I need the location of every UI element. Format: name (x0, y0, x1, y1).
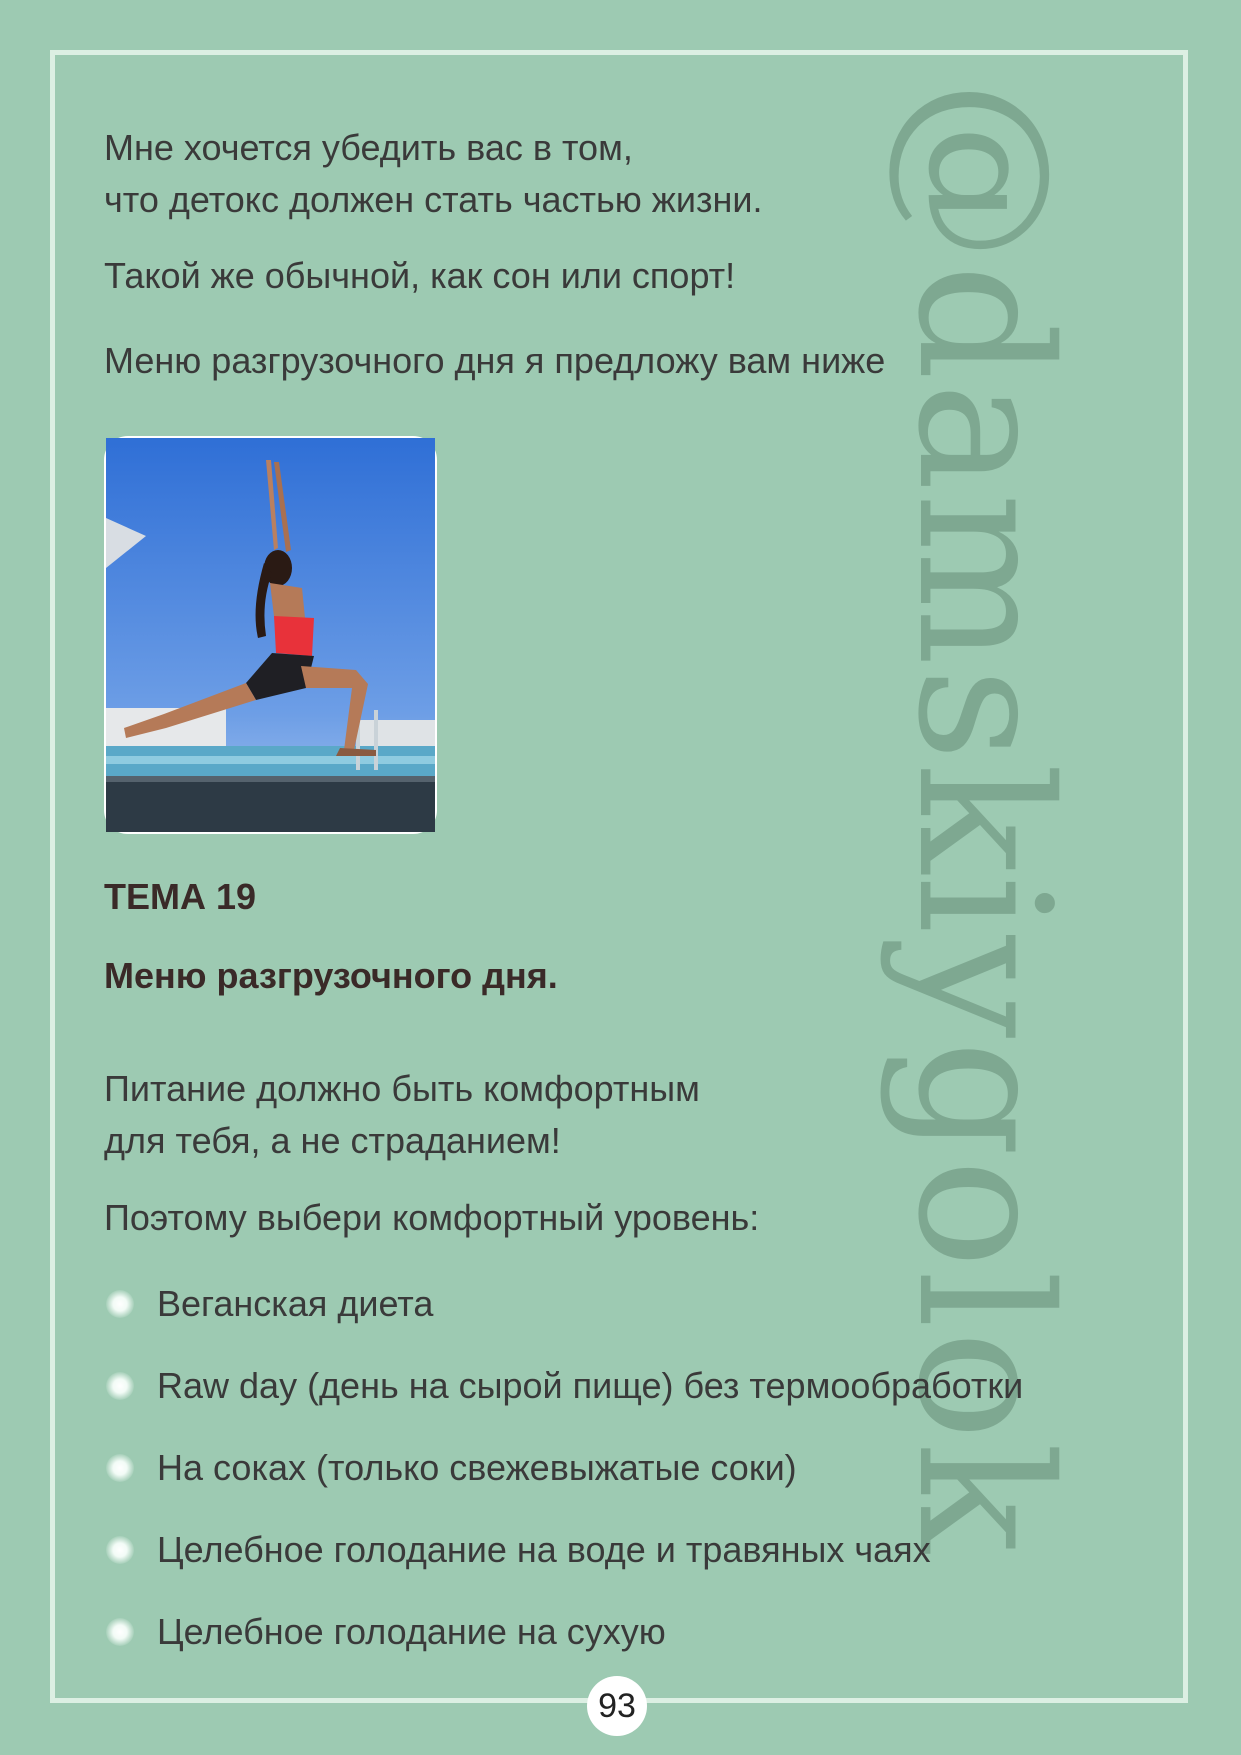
bullet-icon (106, 1618, 134, 1646)
intro-line-4: Меню разгрузочного дня я предложу вам ниже (104, 340, 886, 381)
body-line-1: Питание должно быть комфортным (104, 1068, 700, 1109)
yoga-pose-illustration (106, 438, 435, 832)
topic-number: ТЕМА 19 (104, 876, 257, 917)
list-item-text: Целебное голодание на воде и травяных чаях (157, 1529, 931, 1570)
intro-line-3: Такой же обычной, как сон или спорт! (104, 255, 736, 296)
topic-title: Меню разгрузочного дня. (104, 955, 558, 996)
bullet-icon (106, 1536, 134, 1564)
yoga-photo (104, 436, 437, 834)
intro-line-1: Мне хочется убедить вас в том, (104, 127, 633, 168)
page-number: 93 (587, 1676, 647, 1736)
body-line-3: Поэтому выбери комфортный уровень: (104, 1197, 760, 1238)
list-item-text: На соках (только свежевыжатые соки) (157, 1447, 797, 1488)
bullet-icon (106, 1372, 134, 1400)
intro-line-2: что детокс должен стать частью жизни. (104, 179, 763, 220)
watermark-text: @damskiygolok (878, 80, 1090, 1555)
list-item-text: Веганская диета (157, 1283, 434, 1324)
list-item-text: Raw day (день на сырой пище) без термообработки (157, 1365, 1024, 1406)
watermark (878, 80, 1115, 1660)
list-item-text: Целебное голодание на сухую (157, 1611, 666, 1652)
bullet-icon (106, 1290, 134, 1318)
bullet-icon (106, 1454, 134, 1482)
body-line-2: для тебя, а не страданием! (104, 1120, 561, 1161)
